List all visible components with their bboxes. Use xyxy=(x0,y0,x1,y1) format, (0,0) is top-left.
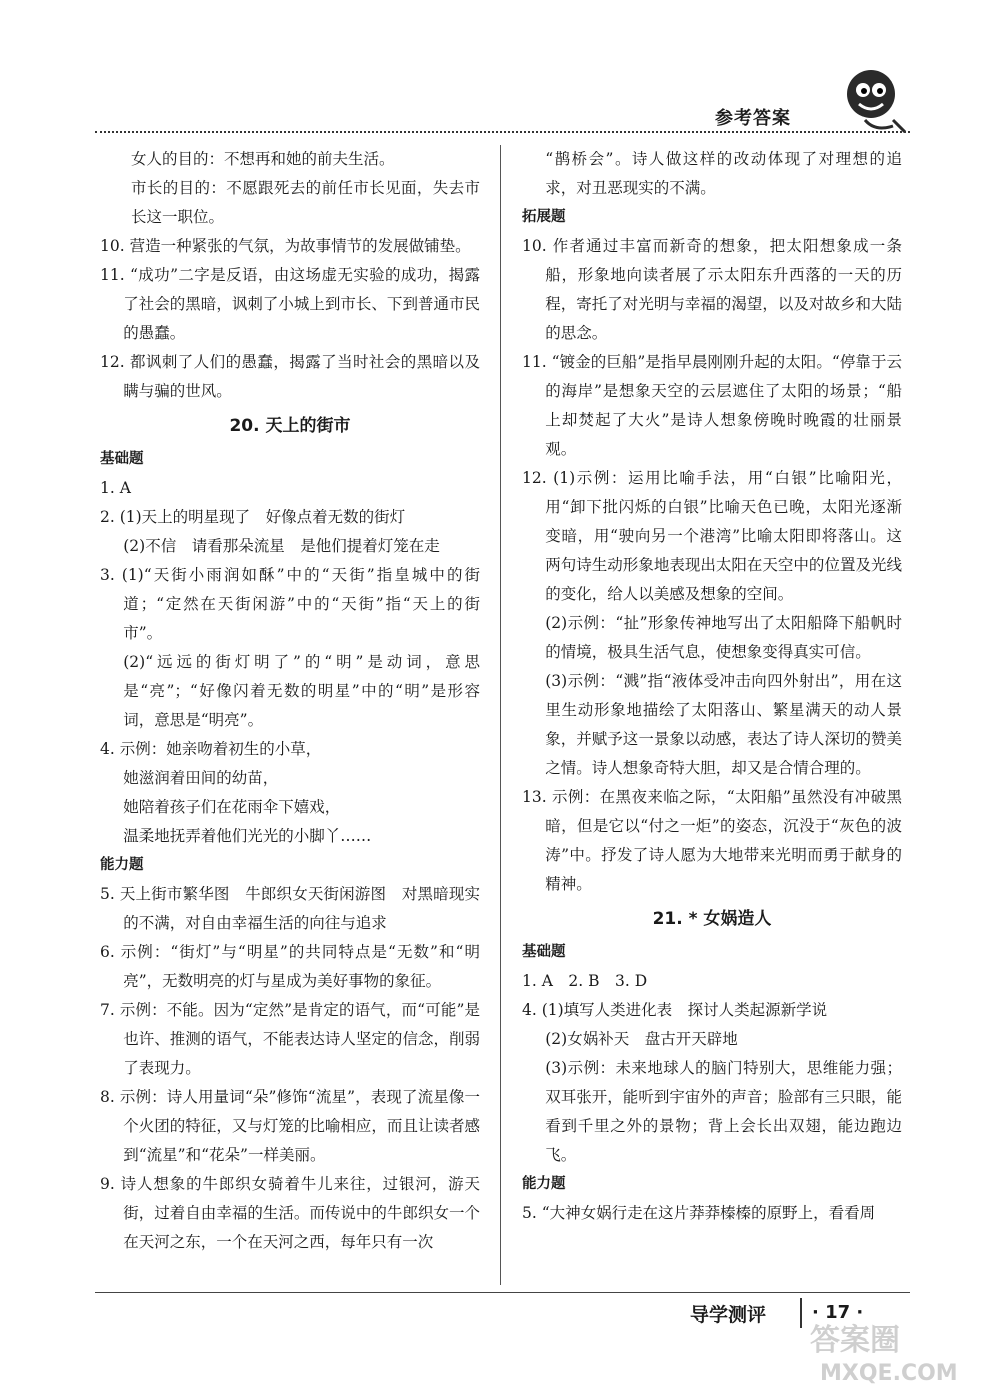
mascot-icon xyxy=(835,60,915,140)
answer-line: 女人的目的：不想再和她的前夫生活。 xyxy=(131,150,395,168)
answer-8: 8. 示例：诗人用量词“朵”修饰“流星”，表现了流星像一个火团的特征，又与灯笼的比喻相应，而且让读者感到“流星”和“花朵”一样美丽。 xyxy=(100,1088,480,1164)
left-column xyxy=(100,145,480,1257)
answer-12-3: (3)示例：“溅”指“液体受冲击向四外射出”，用在这里生动形象地描绘了太阳落山、繁星满天的动人景象，并赋予这一景象以动感，表达了诗人深切的赞美之情。诗人想象奇特大胆，却又是合情合理的。 xyxy=(545,672,902,777)
right-column xyxy=(522,145,902,1228)
answer-12-2: (2)示例：“扯”形象传神地写出了太阳船降下船帆时的情境，极具生活气息，使想象变得真实可信。 xyxy=(545,614,902,661)
answer-5: 5. “大神女娲行走在这片莽莽榛榛的原野上，看看周 xyxy=(522,1204,876,1222)
basic-questions-label: 基础题 xyxy=(522,944,566,960)
answer-10: 10. 作者通过丰富而新奇的想象，把太阳想象成一条船，形象地向读者展了示太阳东升西落的一天的历程，寄托了对光明与幸福的渴望，以及对故乡和大陆的思念。 xyxy=(522,237,902,342)
answer-4-2: (2)女娲补天 盘古开天辟地 xyxy=(545,1030,738,1048)
basic-questions-label: 基础题 xyxy=(100,451,144,467)
answer-5: 5. 天上街市繁华图 牛郎织女天街闲游图 对黑暗现实的不满，对自由幸福生活的向往与追求 xyxy=(100,885,480,932)
answer-7: 7. 示例：不能。因为“定然”是肯定的语气，而“可能”是也许、推测的语气，不能表达诗人坚定的信念，削弱了表现力。 xyxy=(100,1001,480,1077)
page-number: · 17 · xyxy=(812,1302,864,1323)
answer-1: 1. A xyxy=(100,479,131,497)
page-header xyxy=(0,0,1000,140)
answer-4-3: 她陪着孩子们在花雨伞下嬉戏， xyxy=(123,798,341,816)
header-title: 参考答案 xyxy=(715,108,791,129)
svg-text:答案圈: 答案圈 xyxy=(810,1323,900,1358)
answer-4-1: 4. 示例：她亲吻着初生的小草， xyxy=(100,740,322,758)
answer-13: 13. 示例：在黑夜来临之际，“太阳船”虽然没有冲破黑暗，但是它以“付之一炬”的姿态，沉没于“灰色的波涛”中。抒发了诗人愿为大地带来光明而勇于献身的精神。 xyxy=(522,788,902,893)
answer-3-2: (2)“远远的街灯明了”的“明”是动词，意思是“亮”；“好像闪着无数的明星”中的“明”是形容词，意思是“明亮”。 xyxy=(123,653,480,729)
answer-1-3: 1. A 2. B 3. D xyxy=(522,972,648,990)
header-divider xyxy=(95,131,910,133)
answer-6: 6. 示例：“街灯”与“明星”的共同特点是“无数”和“明亮”，无数明亮的灯与星成为美好事物的象征。 xyxy=(100,943,480,990)
answer-3-1: 3. (1)“天街小雨润如酥”中的“天街”指皇城中的街道；“定然在天街闲游”中的“天街”指“天上的街市”。 xyxy=(100,566,480,642)
answer-2-1: 2. (1)天上的明星现了 好像点着无数的街灯 xyxy=(100,508,406,526)
ability-questions-label: 能力题 xyxy=(100,857,144,873)
answer-2-2: (2)不信 请看那朵流星 是他们提着灯笼在走 xyxy=(123,537,440,555)
watermark-logo xyxy=(800,1318,990,1388)
answer-4-2: 她滋润着田间的幼苗， xyxy=(123,769,279,787)
footer-book-title: 导学测评 xyxy=(690,1304,767,1326)
section-heading-21: 21. * 女娲造人 xyxy=(652,909,772,929)
footer-divider xyxy=(95,1292,910,1293)
column-divider xyxy=(500,145,501,1285)
answer-10: 10. 营造一种紧张的气氛，为故事情节的发展做铺垫。 xyxy=(100,237,471,255)
answer-4-1: 4. (1)填写人类进化表 探讨人类起源新学说 xyxy=(522,1001,828,1019)
answer-9: 9. 诗人想象的牛郎织女骑着牛儿来往，过银河，游天街，过着自由幸福的生活。而传说中的牛郎织女一个在天河之东，一个在天河之西，每年只有一次 xyxy=(100,1175,480,1251)
answer-12: 12. 都讽刺了人们的愚蠢，揭露了当时社会的黑暗以及瞒与骗的世风。 xyxy=(100,353,480,400)
answer-4-4: 温柔地抚弄着他们光光的小脚丫…… xyxy=(123,827,372,845)
answer-9-continued: “鹊桥会”。诗人做这样的改动体现了对理想的追求，对丑恶现实的不满。 xyxy=(545,150,902,197)
ability-questions-label: 能力题 xyxy=(522,1176,566,1192)
answer-line: 市长的目的：不愿跟死去的前任市长见面，失去市长这一职位。 xyxy=(131,179,480,226)
svg-text:MXQE.COM: MXQE.COM xyxy=(820,1361,958,1386)
answer-11: 11. “成功”二字是反语，由这场虚无实验的成功，揭露了社会的黑暗，讽刺了小城上到市长、下到普通市民的愚蠢。 xyxy=(100,266,480,342)
answer-4-3: (3)示例：未来地球人的脑门特别大，思维能力强；双耳张开，能听到宇宙外的声音；脸部有三只眼，能看到千里之外的景物；背上会长出双翅，能边跑边飞。 xyxy=(545,1059,902,1164)
extension-questions-label: 拓展题 xyxy=(522,209,566,225)
section-heading-20: 20. 天上的街市 xyxy=(229,416,351,436)
answer-12-1: 12. (1)示例：运用比喻手法，用“白银”比喻阳光，用“卸下批闪烁的白银”比喻天色已晚，太阳光逐渐变暗，用“驶向另一个港湾”比喻太阳即将落山。这两句诗生动形象地表现出太阳在天空中的位置及光线的变化，给人以美感及想象的空间。 xyxy=(522,469,902,603)
answer-11: 11. “镀金的巨船”是指早晨刚刚升起的太阳。“停靠于云的海岸”是想象天空的云层遮住了太阳的场景；“船上却焚起了大火”是诗人想象傍晚时晚霞的壮丽景观。 xyxy=(522,353,902,458)
